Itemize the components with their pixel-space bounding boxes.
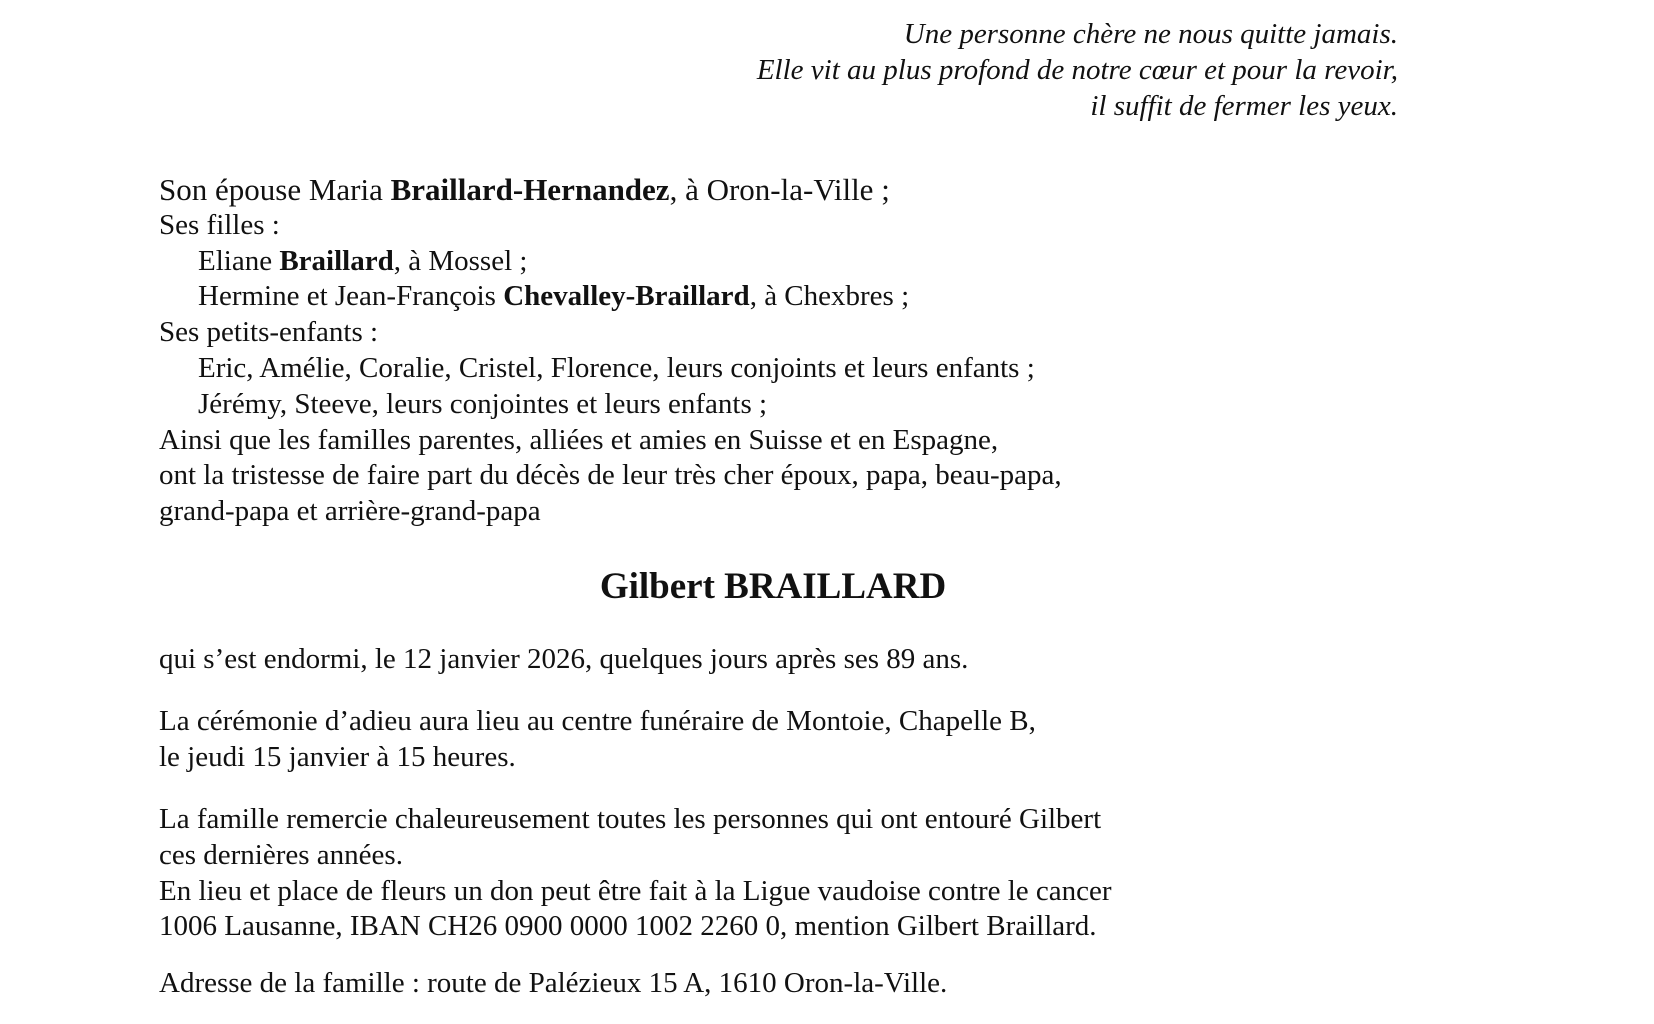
- relatives-line: Ainsi que les familles parentes, alliées et amies en Suisse et en Espagne,: [159, 423, 999, 456]
- spouse-line: [159, 172, 1062, 208]
- daughter-suffix: , à Mossel ;: [393, 244, 528, 277]
- daughter-name: Braillard: [279, 244, 394, 277]
- grandchildren-label: Ses petits-enfants :: [159, 316, 379, 349]
- daughter-prefix: Eliane: [198, 244, 273, 277]
- quote-line: Une personne chère ne nous quitte jamais.: [903, 18, 1398, 50]
- spouse-prefix: Son épouse Maria: [159, 172, 383, 207]
- ceremony-line: le jeudi 15 janvier à 15 heures.: [159, 740, 516, 773]
- quote-line: Elle vit au plus profond de notre cœur et pour la revoir,: [756, 54, 1398, 86]
- thanks-line: ces dernières années.: [159, 838, 403, 871]
- daughter-name: Chevalley-Braillard: [503, 280, 750, 313]
- quote-line: il suffit de fermer les yeux.: [1090, 90, 1398, 122]
- spouse-name: Braillard-Hernandez: [390, 172, 670, 207]
- deceased-name: Gilbert BRAILLARD: [599, 566, 947, 607]
- announcement-line: grand-papa et arrière-grand-papa: [159, 495, 541, 528]
- thanks-paragraph: [159, 802, 1112, 945]
- grandchildren-line: Jérémy, Steeve, leurs conjointes et leurs enfants ;: [198, 387, 768, 420]
- daughter-line: [159, 244, 1062, 280]
- epigraph-quote: [757, 16, 1398, 124]
- family-address: [159, 966, 947, 1002]
- grandchildren-line: Eric, Amélie, Coralie, Cristel, Florence, leurs conjoints et leurs enfants ;: [198, 351, 1035, 384]
- thanks-line: 1006 Lausanne, IBAN CH26 0900 0000 1002 2260 0, mention Gilbert Braillard.: [159, 910, 1097, 943]
- address-line: Adresse de la famille : route de Palézieux 15 A, 1610 Oron-la-Ville.: [159, 967, 948, 999]
- daughter-suffix: , à Chexbres ;: [749, 280, 910, 313]
- daughter-line: [159, 279, 1062, 315]
- family-list: [159, 172, 1062, 530]
- thanks-line: La famille remercie chaleureusement toutes les personnes qui ont entouré Gilbert: [159, 803, 1102, 835]
- ceremony-line: La cérémonie d’adieu aura lieu au centre funéraire de Montoie, Chapelle B,: [159, 705, 1036, 737]
- ceremony-paragraph: [159, 704, 1036, 776]
- death-notice: [159, 642, 968, 678]
- spouse-suffix: , à Oron-la-Ville ;: [669, 172, 890, 207]
- daughters-label: Ses filles :: [159, 208, 280, 241]
- death-notice-line: qui s’est endormi, le 12 janvier 2026, quelques jours après ses 89 ans.: [159, 643, 969, 675]
- daughter-prefix: Hermine et Jean-François: [198, 280, 496, 313]
- announcement-line: ont la tristesse de faire part du décès de leur très cher époux, papa, beau-papa,: [159, 459, 1062, 492]
- thanks-line: En lieu et place de fleurs un don peut être fait à la Ligue vaudoise contre le cancer: [159, 874, 1112, 907]
